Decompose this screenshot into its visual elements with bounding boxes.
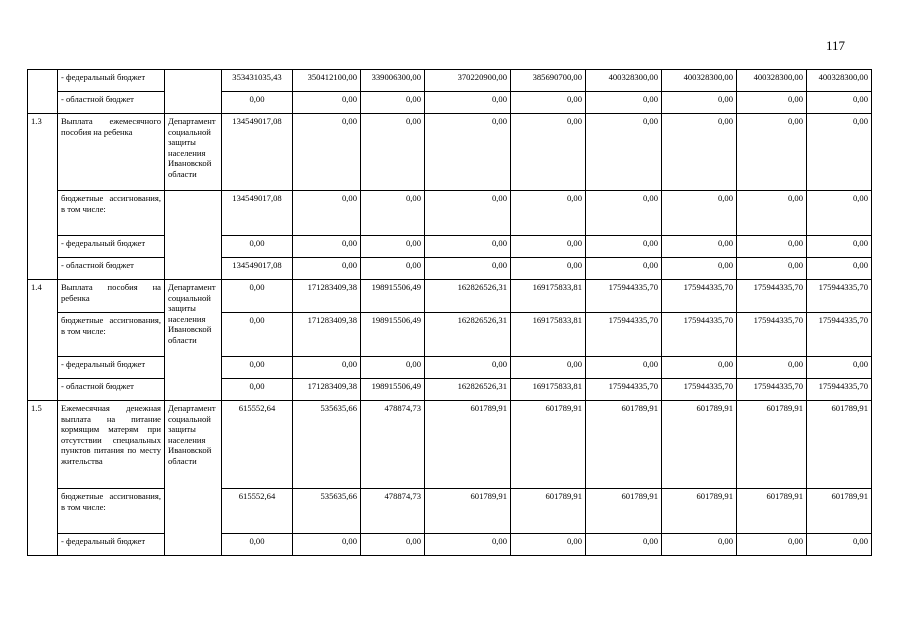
value-cell: 0,00 — [586, 534, 662, 556]
value-cell: 601789,91 — [662, 401, 737, 489]
value-cell: 601789,91 — [511, 489, 586, 534]
page-number: 117 — [826, 38, 846, 53]
value-cell: 169175833,81 — [511, 280, 586, 313]
value-cell: 0,00 — [662, 114, 737, 191]
value-cell: 385690700,00 — [511, 70, 586, 92]
value-cell: 370220900,00 — [425, 70, 511, 92]
value-cell: 0,00 — [425, 236, 511, 258]
value-cell: 175944335,70 — [737, 313, 807, 357]
value-cell: 0,00 — [586, 357, 662, 379]
value-cell: 0,00 — [222, 236, 293, 258]
value-cell: 0,00 — [511, 534, 586, 556]
value-cell: 0,00 — [222, 534, 293, 556]
value-cell: 0,00 — [662, 191, 737, 236]
value-cell: 0,00 — [586, 114, 662, 191]
value-cell: 0,00 — [662, 534, 737, 556]
value-cell: 0,00 — [361, 258, 425, 280]
value-cell: 0,00 — [807, 236, 872, 258]
value-cell: 0,00 — [737, 191, 807, 236]
value-cell: 601789,91 — [586, 489, 662, 534]
value-cell: 0,00 — [737, 92, 807, 114]
value-cell: 478874,73 — [361, 401, 425, 489]
value-cell: 175944335,70 — [662, 379, 737, 401]
value-cell: 601789,91 — [807, 489, 872, 534]
value-cell: 175944335,70 — [807, 379, 872, 401]
row-label-cell: - федеральный бюджет — [58, 357, 165, 379]
value-cell: 0,00 — [662, 92, 737, 114]
value-cell: 0,00 — [586, 258, 662, 280]
value-cell: 601789,91 — [425, 489, 511, 534]
value-cell: 0,00 — [807, 92, 872, 114]
value-cell: 0,00 — [425, 357, 511, 379]
value-cell: 0,00 — [361, 534, 425, 556]
value-cell: 175944335,70 — [662, 313, 737, 357]
value-cell: 134549017,08 — [222, 258, 293, 280]
value-cell: 601789,91 — [662, 489, 737, 534]
value-cell: 171283409,38 — [293, 280, 361, 313]
value-cell: 175944335,70 — [807, 280, 872, 313]
row-label-cell: бюджетные ассигнования, в том числе: — [58, 313, 165, 357]
budget-table — [27, 69, 872, 556]
value-cell: 0,00 — [425, 114, 511, 191]
row-label-cell: - федеральный бюджет — [58, 70, 165, 92]
value-cell: 400328300,00 — [662, 70, 737, 92]
value-cell: 601789,91 — [586, 401, 662, 489]
value-cell: 615552,64 — [222, 401, 293, 489]
row-label-cell: - областной бюджет — [58, 379, 165, 401]
value-cell: 162826526,31 — [425, 379, 511, 401]
value-cell: 535635,66 — [293, 489, 361, 534]
value-cell: 134549017,08 — [222, 114, 293, 191]
value-cell: 175944335,70 — [737, 280, 807, 313]
value-cell: 0,00 — [222, 92, 293, 114]
value-cell: 0,00 — [807, 191, 872, 236]
table-row — [28, 313, 872, 357]
value-cell: 0,00 — [511, 191, 586, 236]
table-row — [28, 92, 872, 114]
value-cell: 175944335,70 — [586, 313, 662, 357]
value-cell: 0,00 — [222, 313, 293, 357]
value-cell: 601789,91 — [737, 401, 807, 489]
value-cell: 0,00 — [425, 92, 511, 114]
department-cell — [165, 191, 222, 280]
value-cell: 0,00 — [425, 191, 511, 236]
value-cell: 0,00 — [293, 191, 361, 236]
value-cell: 0,00 — [293, 357, 361, 379]
value-cell: 0,00 — [511, 114, 586, 191]
table-row — [28, 401, 872, 489]
value-cell: 0,00 — [293, 92, 361, 114]
value-cell: 175944335,70 — [737, 379, 807, 401]
row-label-cell: Ежемесячная денежная выплата на питание кормящим матерям при отсутствии специальных пунктов питания по месту жительства — [58, 401, 165, 489]
table-row — [28, 489, 872, 534]
value-cell: 478874,73 — [361, 489, 425, 534]
value-cell: 0,00 — [737, 114, 807, 191]
value-cell: 0,00 — [222, 357, 293, 379]
table-row — [28, 114, 872, 191]
value-cell: 0,00 — [293, 236, 361, 258]
row-label-cell: - федеральный бюджет — [58, 534, 165, 556]
value-cell: 400328300,00 — [586, 70, 662, 92]
value-cell: 175944335,70 — [586, 379, 662, 401]
row-label-cell: бюджетные ассигнования, в том числе: — [58, 489, 165, 534]
value-cell: 0,00 — [807, 114, 872, 191]
value-cell: 0,00 — [586, 92, 662, 114]
value-cell: 162826526,31 — [425, 313, 511, 357]
value-cell: 171283409,38 — [293, 313, 361, 357]
value-cell: 175944335,70 — [807, 313, 872, 357]
value-cell: 0,00 — [807, 357, 872, 379]
value-cell: 0,00 — [293, 534, 361, 556]
value-cell: 353431035,43 — [222, 70, 293, 92]
row-index-cell: 1.5 — [28, 401, 58, 556]
value-cell: 350412100,00 — [293, 70, 361, 92]
row-label-cell: Выплата пособия на ребенка — [58, 280, 165, 313]
department-cell: Департамент социальной защиты населения Ивановской области — [165, 401, 222, 556]
table-row — [28, 258, 872, 280]
value-cell: 0,00 — [737, 534, 807, 556]
row-index-cell: 1.4 — [28, 280, 58, 401]
row-label-cell: - областной бюджет — [58, 92, 165, 114]
value-cell: 601789,91 — [737, 489, 807, 534]
value-cell: 0,00 — [737, 357, 807, 379]
table-row — [28, 236, 872, 258]
value-cell: 169175833,81 — [511, 379, 586, 401]
value-cell: 169175833,81 — [511, 313, 586, 357]
row-index-cell — [28, 70, 58, 114]
department-cell: Департамент социальной защиты населения Ивановской области — [165, 280, 222, 401]
row-index-cell: 1.3 — [28, 114, 58, 280]
value-cell: 0,00 — [222, 280, 293, 313]
value-cell: 0,00 — [737, 236, 807, 258]
value-cell: 0,00 — [293, 114, 361, 191]
table-row — [28, 191, 872, 236]
value-cell: 0,00 — [807, 258, 872, 280]
value-cell: 339006300,00 — [361, 70, 425, 92]
value-cell: 0,00 — [361, 92, 425, 114]
value-cell: 0,00 — [361, 236, 425, 258]
value-cell: 0,00 — [425, 534, 511, 556]
table-row — [28, 70, 872, 92]
row-label-cell: - областной бюджет — [58, 258, 165, 280]
value-cell: 535635,66 — [293, 401, 361, 489]
value-cell: 0,00 — [511, 258, 586, 280]
row-label-cell: Выплата ежемесячного пособия на ребенка — [58, 114, 165, 191]
table-row — [28, 379, 872, 401]
value-cell: 601789,91 — [425, 401, 511, 489]
row-label-cell: бюджетные ассигнования, в том числе: — [58, 191, 165, 236]
value-cell: 400328300,00 — [807, 70, 872, 92]
value-cell: 0,00 — [222, 379, 293, 401]
value-cell: 0,00 — [737, 258, 807, 280]
value-cell: 0,00 — [361, 191, 425, 236]
value-cell: 615552,64 — [222, 489, 293, 534]
table-row — [28, 280, 872, 313]
value-cell: 175944335,70 — [662, 280, 737, 313]
department-cell: Департамент социальной защиты населения Ивановской области — [165, 114, 222, 191]
value-cell: 0,00 — [293, 258, 361, 280]
table-row — [28, 534, 872, 556]
value-cell: 0,00 — [511, 236, 586, 258]
department-cell — [165, 70, 222, 114]
value-cell: 0,00 — [425, 258, 511, 280]
row-label-cell: - федеральный бюджет — [58, 236, 165, 258]
value-cell: 0,00 — [511, 92, 586, 114]
value-cell: 0,00 — [662, 357, 737, 379]
value-cell: 162826526,31 — [425, 280, 511, 313]
value-cell: 0,00 — [586, 236, 662, 258]
value-cell: 134549017,08 — [222, 191, 293, 236]
value-cell: 198915506,49 — [361, 379, 425, 401]
value-cell: 198915506,49 — [361, 313, 425, 357]
value-cell: 0,00 — [662, 236, 737, 258]
value-cell: 198915506,49 — [361, 280, 425, 313]
value-cell: 601789,91 — [807, 401, 872, 489]
value-cell: 0,00 — [807, 534, 872, 556]
value-cell: 0,00 — [511, 357, 586, 379]
value-cell: 175944335,70 — [586, 280, 662, 313]
value-cell: 601789,91 — [511, 401, 586, 489]
value-cell: 0,00 — [662, 258, 737, 280]
value-cell: 400328300,00 — [737, 70, 807, 92]
value-cell: 0,00 — [586, 191, 662, 236]
value-cell: 0,00 — [361, 114, 425, 191]
value-cell: 171283409,38 — [293, 379, 361, 401]
value-cell: 0,00 — [361, 357, 425, 379]
table-row — [28, 357, 872, 379]
